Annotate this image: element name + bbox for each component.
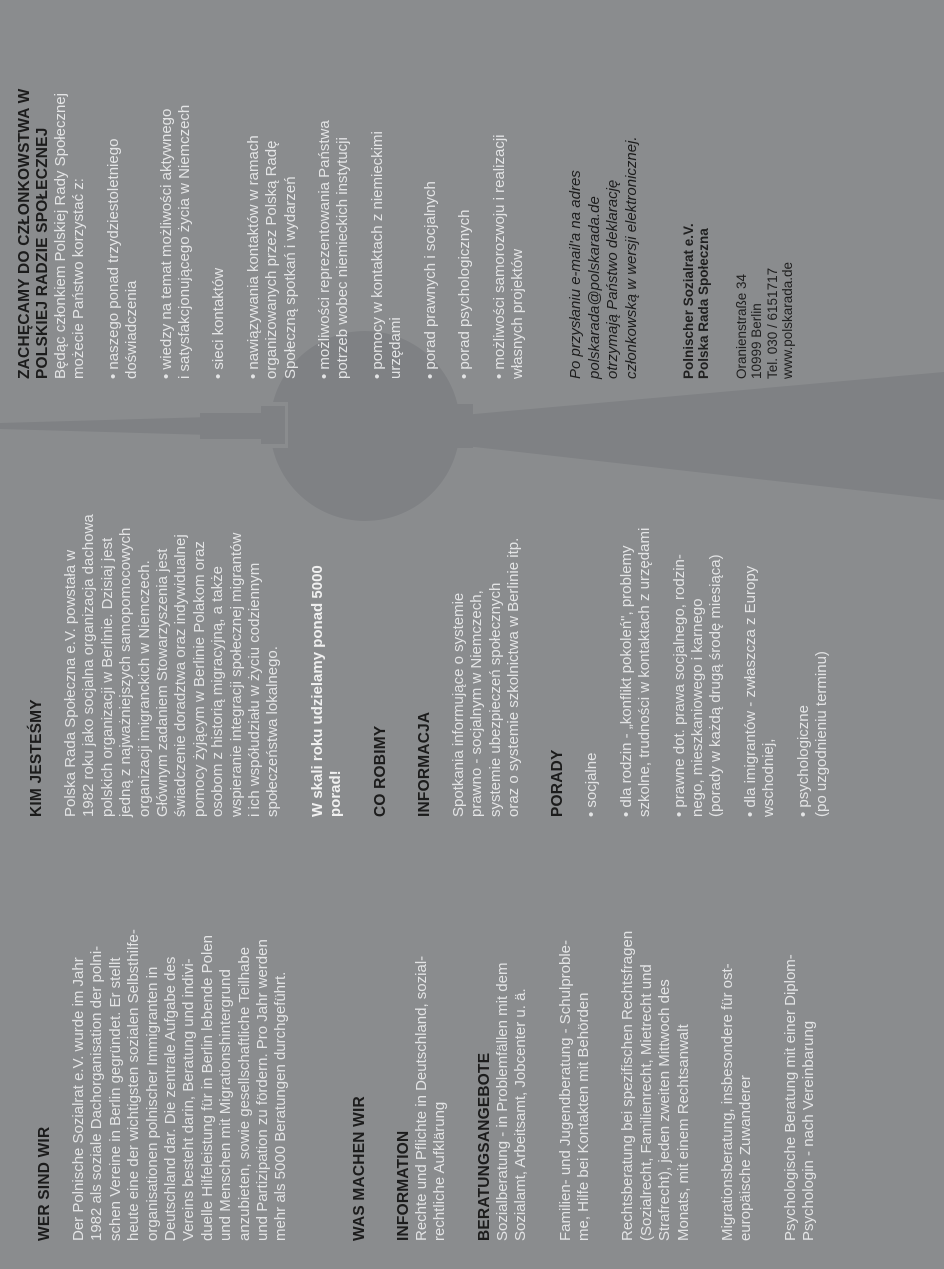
membership-intro: Będąc członkiem Polskiej Rady Społecznej możecie Państwo korzystać z: bbox=[52, 93, 88, 379]
offer-psychologische-beratung: Psychologische Beratung mit einer Diplom- Psychologin - nach Vereinbarung bbox=[781, 954, 818, 1241]
advice-imigranci: • dla imigrantów - zwłaszcza z Europy wschodniej, bbox=[741, 565, 778, 817]
offer-familienberatung: Familien- und Jugendberatung - Schulproble- me, Hilfe bei Kontakten mit Behörden bbox=[556, 939, 592, 1241]
heading-kim-jestesmy: KIM JESTEŚMY bbox=[28, 699, 45, 817]
benefit-reprezentacja: • możliwości reprezentowania Państwa potrzeb wobec niemieckich instytucji bbox=[316, 120, 352, 379]
german-column bbox=[0, 821, 944, 1241]
paragraph-information: Rechte und Pflichte in Deutschland, sozial- rechtliche Aufklärung bbox=[412, 955, 449, 1241]
heading-wer-sind-wir: WER SIND WIR bbox=[36, 1126, 53, 1241]
benefit-sieci: • sieci kontaktów bbox=[210, 267, 228, 379]
heading-informacja: INFORMACJA bbox=[415, 711, 433, 817]
advice-prawne: • prawne dot. prawa socjalnego, rodzin- nego, mieszkaniowego i karnego (porady w każdą drugą środę miesiąca) bbox=[670, 554, 725, 817]
benefit-kontakty: • nawiązywania kontaktów w ramach organizowanych przez Polską Radę Społeczną spotkań i wydarzeń bbox=[244, 135, 299, 379]
contact-address: Oranienstraße 34 10999 Berlin Tel. 030 / 6151717 www.polskarada.de bbox=[733, 261, 796, 379]
heading-information: INFORMATION bbox=[394, 1130, 412, 1241]
benefit-porady-psychologiczne: • porad psychologicznych bbox=[456, 209, 474, 379]
heading-porady: PORADY bbox=[549, 749, 567, 817]
website-link[interactable]: www.polskarada.de bbox=[780, 261, 796, 379]
paragraph-informacja: Spotkania informujące o systemie prawno - socjalnym w Niemczech, systemie ubezpieczeń społecznych oraz o systemie szkolnictwa w Berlinie itp. bbox=[449, 537, 522, 817]
benefit-wiedza: • wiedzy na temat możliwości aktywnego i satysfakcjonującego życia w Niemczech bbox=[157, 104, 194, 379]
membership-column bbox=[0, 19, 944, 379]
polish-column bbox=[0, 417, 944, 817]
email-link[interactable]: polskarada@polskarada.de bbox=[585, 196, 603, 379]
heading-zachecamy: ZACHĘCAMY DO CZŁONKOWSTWA W POLSKIEJ RADZIE SPOŁECZNEJ bbox=[16, 88, 51, 379]
advice-psychologiczne: • psychologiczne (po uzgodnieniu terminu) bbox=[794, 651, 830, 817]
organization-name: Polnischer Sozialrat e.V. Polska Rada Społeczna bbox=[680, 223, 712, 379]
paragraph-kim-jestesmy: Polska Rada Społeczna e.V. powstała w 1982 roku jako socjalna organizacja dachowa polskich organizacji w Berlinie. Dzisiaj jest jedną z najważniejszych samopomocowych organizacji imigranckich w Niemczech. Głównym zadaniem Stowarzyszenia jest świadczenie doradztwa oraz indywidualnej pomocy żyjącym w Berlinie Polakom oraz osobom z historią migracyjną, a także wspieranie integracji społecznej migrantów i ich współudziału w życiu codziennym społeczeństwa lokalnego. bbox=[62, 514, 282, 817]
benefit-urzedy: • pomocy w kontaktach z niemieckimi urzędami bbox=[368, 131, 405, 379]
heading-beratungsangebote: BERATUNGSANGEBOTE bbox=[475, 1052, 493, 1241]
lead-5000-porad: W skali roku udzielamy ponad 5000 porad! bbox=[308, 565, 345, 817]
benefit-samorozwoj: • możliwości samorozwoju i realizacji własnych projektów bbox=[490, 134, 526, 379]
offer-migrationsberatung: Migrationsberatung, insbesondere für ost- europäische Zuwanderer bbox=[718, 963, 755, 1241]
paragraph-wer-sind-wir: Der Polnische Sozialrat e.V. wurde im Jahr 1982 als soziale Dachorganisation der polni- schen Vereine in Berlin gegründet. Er stellt heute eine der wichtigsten sozialen Selbsthilfe- organisationen polnischer Immigranten in Deutschland dar. Die zentrale Aufgabe des Vereins besteht darin, Beratung und indivi- duelle Hilfeleistung für in Berlin lebende Polen und Menschen mit Migrationshintergrund anzubieten, sowie gesellschaftliche Teilhabe und Partizipation zu fördern. Pro Jahr werden mehr als 5000 Beratungen durchgeführt. bbox=[70, 929, 290, 1241]
advice-rodziny: • dla rodzin - „konflikt pokoleń", problemy szkolne, trudności w kontaktach z urzędami bbox=[617, 527, 654, 817]
advice-socjalne: • socjalne bbox=[583, 752, 601, 817]
heading-co-robimy: CO ROBIMY bbox=[371, 725, 389, 817]
offer-sozialberatung: Sozialberatung - in Problemfällen mit dem Sozialamt, Arbeitsamt, Jobcenter u. ä. bbox=[493, 962, 530, 1241]
heading-was-machen-wir: WAS MACHEN WIR bbox=[350, 1096, 368, 1241]
benefit-porady-prawne: • porad prawnych i socjalnych bbox=[421, 181, 439, 379]
membership-note: Po przysłaniu e-mail'a na adres polskarada@polskarada.de otrzymają Państwo deklarację członkowską w wersji elektronicznej. bbox=[567, 136, 640, 379]
offer-rechtsberatung: Rechtsberatung bei spezifischen Rechtsfragen (Sozialrecht, Familienrecht, Mietrecht und Strafrecht), jeden zweiten Mittwoch des Monats, mit einem Rechtsanwalt bbox=[619, 930, 692, 1241]
benefit-doswiadczenie: • naszego ponad trzydziestoletniego doświadczenia bbox=[104, 138, 141, 379]
